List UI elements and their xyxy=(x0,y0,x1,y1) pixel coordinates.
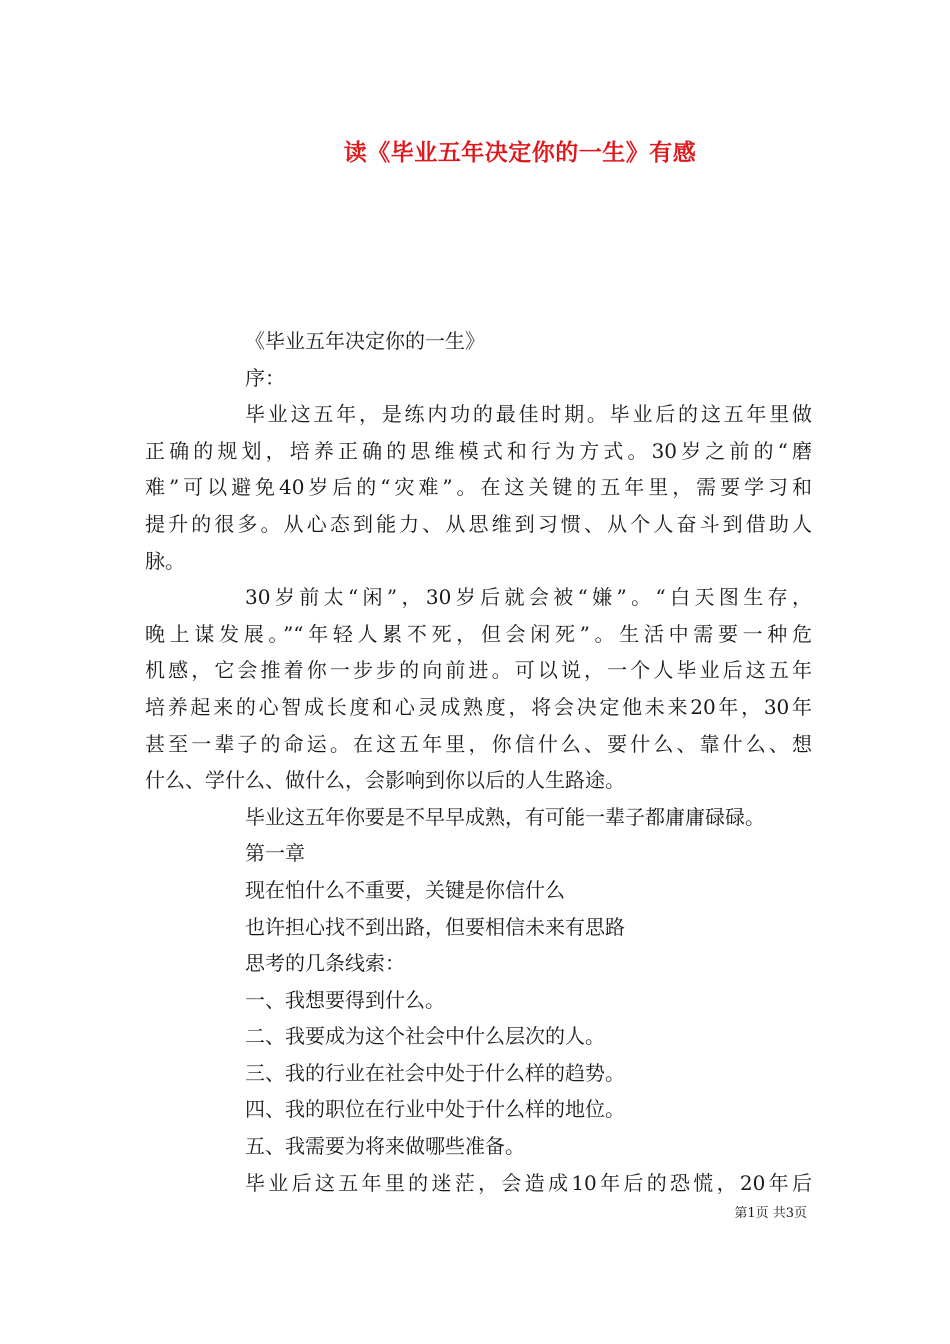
text-line: 难”可以避免40岁后的“灾难”。在这关键的五年里，需要学习和 xyxy=(145,475,812,500)
text-line: 也许担心找不到出路，但要相信未来有思路 xyxy=(245,914,625,939)
text-line: 正确的规划，培养正确的思维模式和行为方式。30岁之前的“磨 xyxy=(145,438,812,463)
text-line: 甚至一辈子的命运。在这五年里，你信什么、要什么、靠什么、想 xyxy=(145,731,812,756)
text-line: 机感，它会推着你一步步的向前进。可以说，一个人毕业后这五年 xyxy=(145,658,812,683)
text-line: 现在怕什么不重要，关键是你信什么 xyxy=(245,877,565,902)
document-body xyxy=(145,323,812,1201)
text-line: 五、我需要为将来做哪些准备。 xyxy=(245,1134,525,1159)
text-line: 晚上谋发展。”“年轻人累不死，但会闲死”。生活中需要一种危 xyxy=(145,621,812,646)
text-line: 二、我要成为这个社会中什么层次的人。 xyxy=(245,1024,605,1049)
text-line: 思考的几条线索： xyxy=(245,951,405,976)
text-line: 脉。 xyxy=(145,548,185,573)
text-line: 一、我想要得到什么。 xyxy=(245,987,445,1012)
text-line: 提升的很多。从心态到能力、从思维到习惯、从个人奋斗到借助人 xyxy=(145,511,812,536)
text-line: 毕业这五年你要是不早早成熟，有可能一辈子都庸庸碌碌。 xyxy=(245,804,765,829)
text-line: 什么、学什么、做什么，会影响到你以后的人生路途。 xyxy=(145,768,625,793)
document-title: 读《毕业五年决定你的一生》有感 xyxy=(343,139,697,166)
text-line: 《毕业五年决定你的一生》 xyxy=(245,329,485,353)
text-line: 序： xyxy=(245,365,285,390)
page-number-footer: 第1页 共3页 xyxy=(734,1206,807,1221)
text-line: 四、我的职位在行业中处于什么样的地位。 xyxy=(245,1097,625,1122)
text-line: 三、我的行业在社会中处于什么样的趋势。 xyxy=(245,1060,625,1085)
text-line: 培养起来的心智成长度和心灵成熟度，将会决定他未来20年，30年 xyxy=(145,694,812,719)
text-line: 毕业后这五年里的迷茫，会造成10年后的恐慌，20年后 xyxy=(245,1170,812,1195)
text-line: 毕业这五年，是练内功的最佳时期。毕业后的这五年里做 xyxy=(245,402,812,427)
text-line: 第一章 xyxy=(245,841,305,866)
text-line: 30岁前太“闲”，30岁后就会被“嫌”。“白天图生存， xyxy=(245,585,812,610)
